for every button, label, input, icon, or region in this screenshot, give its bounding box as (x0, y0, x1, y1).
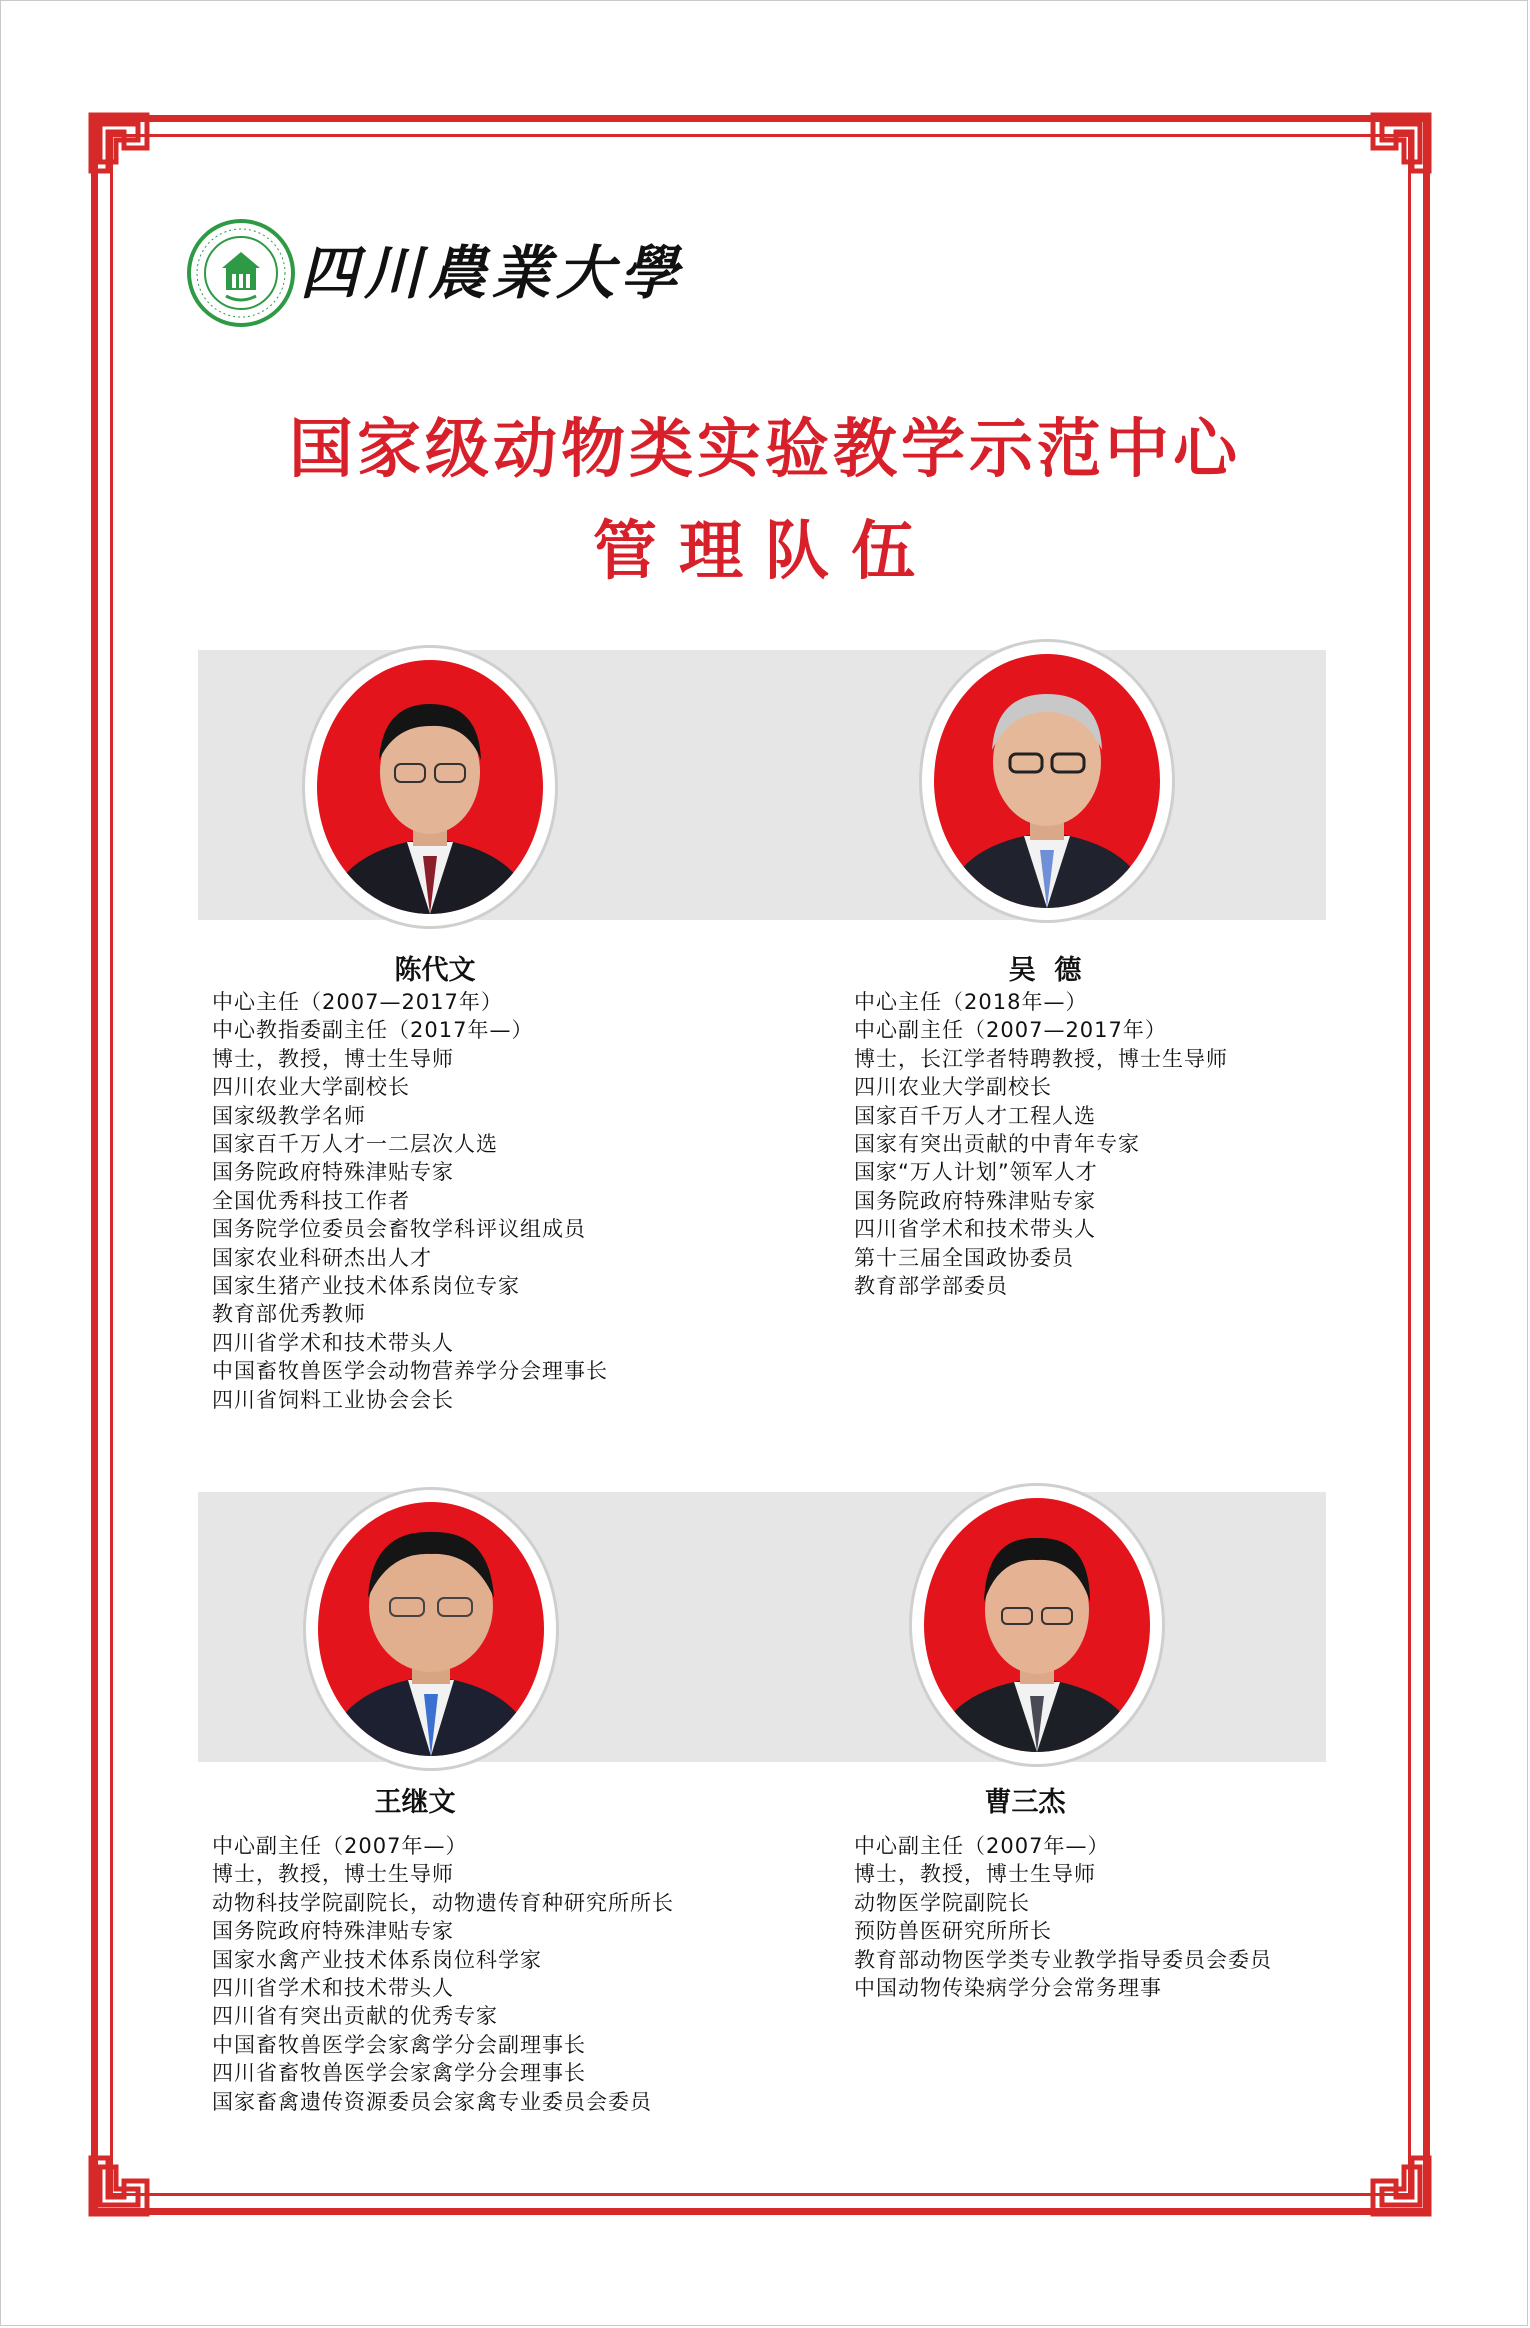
person-silhouette-icon (924, 1498, 1150, 1752)
role-line: 国家水禽产业技术体系岗位科学家 (212, 1947, 542, 1972)
role-line: 四川省学术和技术带头人 (212, 1976, 454, 2001)
role-line: 博士，长江学者特聘教授，博士生导师 (854, 1046, 1228, 1071)
portrait-photo (912, 1486, 1162, 1764)
university-name-logotype: 四川農業大學 (300, 239, 685, 307)
role-line: 国家畜禽遗传资源委员会家禽专业委员会委员 (212, 2089, 652, 2114)
role-line: 教育部学部委员 (854, 1274, 1008, 1299)
role-line: 全国优秀科技工作者 (212, 1188, 410, 1213)
role-line: 中心主任（2018年—） (854, 990, 1088, 1014)
role-line: 预防兽医研究所所长 (854, 1919, 1052, 1944)
role-line: 四川农业大学副校长 (212, 1075, 410, 1100)
role-line: 中心副主任（2007年—） (854, 1834, 1110, 1858)
role-line: 国家“万人计划”领军人才 (854, 1160, 1098, 1185)
member-roles-list (212, 1832, 674, 2116)
person-silhouette-icon (318, 1502, 544, 1756)
role-line: 中心主任（2007—2017年） (212, 990, 503, 1014)
role-line: 博士，教授，博士生导师 (854, 1862, 1096, 1887)
role-line: 动物科技学院副院长，动物遗传育种研究所所长 (212, 1890, 674, 1915)
member-name: 王继文 (374, 1787, 456, 1818)
member-roles-list (854, 1832, 1272, 2002)
role-line: 国家生猪产业技术体系岗位专家 (212, 1274, 520, 1299)
role-line: 国家百千万人才一二层次人选 (212, 1132, 498, 1157)
role-line: 国家农业科研杰出人才 (212, 1245, 432, 1270)
role-line: 博士，教授，博士生导师 (212, 1862, 454, 1887)
role-line: 中国畜牧兽医学会动物营养学分会理事长 (212, 1359, 608, 1384)
role-line: 四川省饲料工业协会会长 (212, 1387, 454, 1412)
member-name: 曹三杰 (984, 1787, 1066, 1818)
frame-corner-ornament (1370, 2155, 1432, 2217)
role-line: 国务院政府特殊津贴专家 (212, 1919, 454, 1944)
role-line: 中心教指委副主任（2017年—） (212, 1018, 534, 1043)
portrait-photo (305, 648, 555, 926)
role-line: 国家百千万人才工程人选 (854, 1103, 1096, 1128)
member-name: 陈代文 (394, 955, 476, 986)
frame-corner-ornament (88, 2155, 150, 2217)
role-line: 国务院政府特殊津贴专家 (212, 1160, 454, 1185)
role-line: 第十三届全国政协委员 (854, 1245, 1074, 1270)
portrait-photo (306, 1490, 556, 1768)
page-subtitle: 管理队伍 (593, 514, 937, 589)
frame-corner-ornament (1370, 112, 1432, 174)
role-line: 四川省学术和技术带头人 (854, 1217, 1096, 1242)
role-line: 四川省学术和技术带头人 (212, 1330, 454, 1355)
person-silhouette-icon (934, 654, 1160, 908)
role-line: 国务院政府特殊津贴专家 (854, 1188, 1096, 1213)
role-line: 四川省有突出贡献的优秀专家 (212, 2004, 498, 2029)
role-line: 博士，教授，博士生导师 (212, 1046, 454, 1071)
role-line: 四川省畜牧兽医学会家禽学分会理事长 (212, 2061, 586, 2086)
role-line: 四川农业大学副校长 (854, 1075, 1052, 1100)
portrait-photo (922, 642, 1172, 920)
role-line: 动物医学院副院长 (854, 1890, 1030, 1915)
member-roles-list (854, 988, 1228, 1300)
role-line: 教育部优秀教师 (212, 1302, 366, 1327)
role-line: 中心副主任（2007—2017年） (854, 1018, 1167, 1043)
role-line: 教育部动物医学类专业教学指导委员会委员 (854, 1947, 1272, 1972)
role-line: 国家有突出贡献的中青年专家 (854, 1132, 1140, 1157)
page-title: 国家级动物类实验教学示范中心 (289, 412, 1241, 487)
role-line: 中国动物传染病学分会常务理事 (854, 1976, 1162, 2001)
member-name: 吴 德 (1008, 955, 1082, 986)
role-line: 国家级教学名师 (212, 1103, 366, 1128)
frame-corner-ornament (88, 112, 150, 174)
role-line: 国务院学位委员会畜牧学科评议组成员 (212, 1217, 586, 1242)
role-line: 中心副主任（2007年—） (212, 1834, 468, 1858)
university-seal-logo (186, 218, 296, 328)
member-roles-list (212, 988, 608, 1414)
person-silhouette-icon (317, 660, 543, 914)
role-line: 中国畜牧兽医学会家禽学分会副理事长 (212, 2032, 586, 2057)
